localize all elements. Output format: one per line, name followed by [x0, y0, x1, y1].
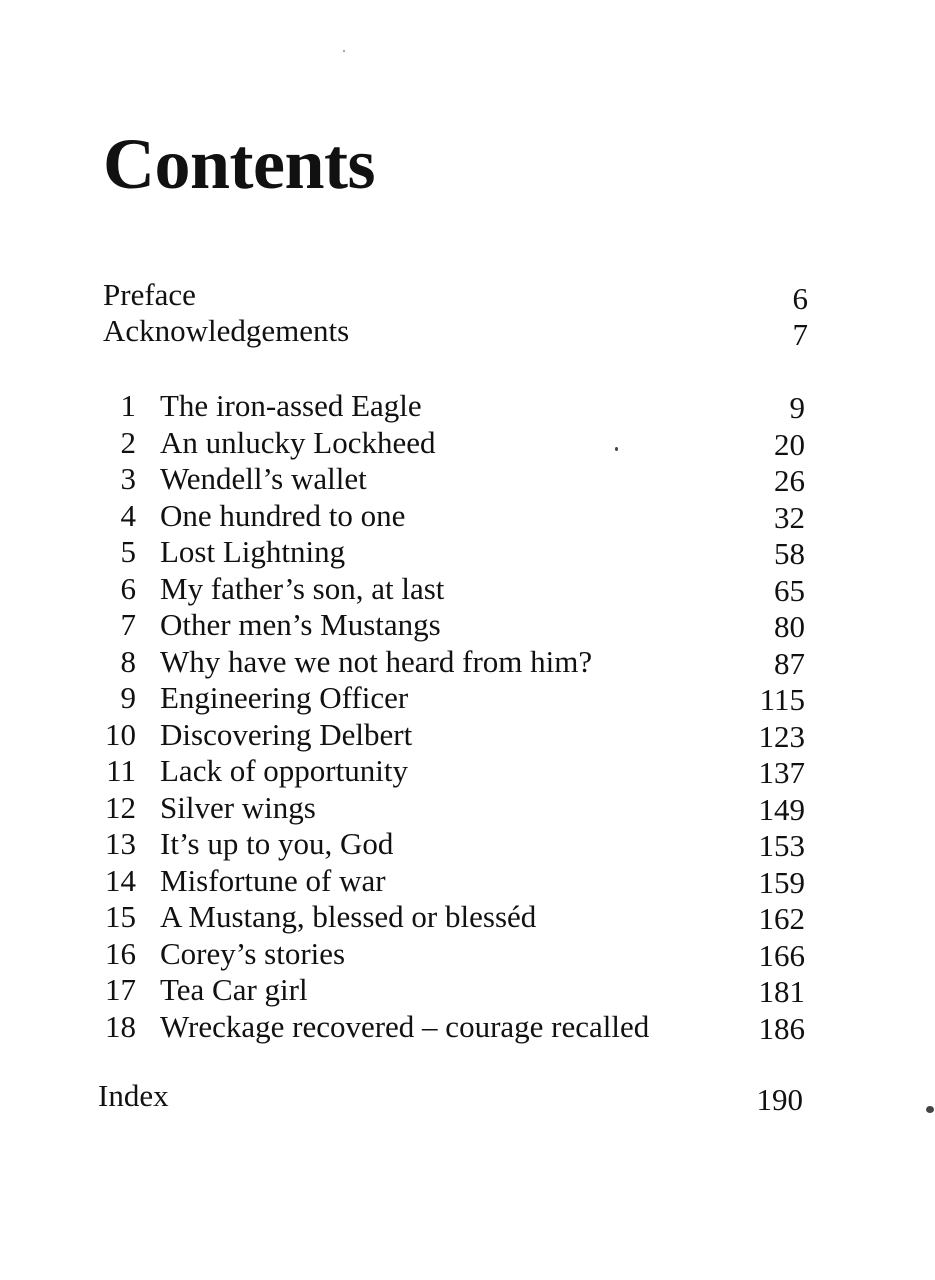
chapter-page-number: 181: [758, 974, 805, 1009]
chapter-number: 6: [120, 570, 136, 606]
ink-speck: [926, 1106, 934, 1113]
chapter-title: Lack of opportunity: [160, 753, 408, 788]
chapter-number: 4: [120, 497, 136, 533]
chapter-title: Lost Lightning: [160, 534, 346, 569]
chapter-title: Wendell’s wallet: [160, 461, 367, 496]
chapter-page-number: 115: [759, 682, 805, 717]
chapter-entry: [98, 498, 808, 535]
chapter-page-number: 149: [758, 791, 805, 827]
chapter-title: Engineering Officer: [160, 680, 409, 715]
chapter-number: 2: [120, 424, 136, 460]
chapter-entry: [98, 571, 808, 608]
chapter-entry: [98, 607, 808, 644]
chapter-entry: [98, 1009, 808, 1046]
chapter-number: 9: [120, 680, 136, 715]
back-matter-item: [98, 1078, 803, 1117]
chapter-entry: [98, 388, 808, 425]
chapter-entry: [98, 790, 808, 827]
front-matter-item: [103, 313, 808, 352]
chapter-page-number: 9: [789, 390, 805, 425]
chapter-page-number: 153: [758, 828, 805, 863]
chapter-number: 18: [105, 1008, 136, 1044]
chapter-number: 17: [105, 972, 136, 1007]
chapter-entry: [98, 936, 808, 973]
entry-page-number: 190: [756, 1082, 803, 1117]
chapter-title: Wreckage recovered – courage recalled: [160, 1008, 650, 1044]
chapter-number: 13: [105, 826, 136, 861]
chapter-number: 14: [105, 862, 136, 898]
entry-label: Index: [98, 1078, 169, 1113]
chapter-title: My father’s son, at last: [160, 570, 445, 606]
entry-page-number: 6: [792, 281, 808, 316]
chapter-page-number: 166: [758, 937, 805, 973]
chapter-entry: [98, 461, 808, 498]
chapter-title: Misfortune of war: [160, 862, 386, 898]
chapter-title: The iron-assed Eagle: [160, 388, 422, 423]
chapter-title: Why have we not heard from him?: [160, 643, 593, 679]
chapter-page-number: 186: [758, 1010, 805, 1046]
chapter-entry: [98, 753, 808, 790]
entry-page-number: 7: [792, 317, 808, 352]
chapter-title: Other men’s Mustangs: [160, 607, 441, 642]
chapter-page-number: 80: [774, 609, 805, 644]
chapter-entry: [98, 425, 808, 462]
chapter-number: 10: [105, 716, 136, 752]
chapter-title: Discovering Delbert: [160, 716, 413, 752]
ink-speck: [343, 50, 345, 52]
chapter-number: 12: [105, 789, 136, 825]
chapter-number: 16: [105, 935, 136, 971]
chapter-number: 3: [120, 461, 136, 496]
chapter-page-number: 20: [774, 426, 805, 462]
chapter-number: 5: [120, 534, 136, 569]
chapter-page-number: 26: [774, 463, 805, 498]
chapter-entry: [98, 863, 808, 900]
chapter-number: 11: [106, 753, 136, 788]
chapter-page-number: 58: [774, 536, 805, 571]
chapter-page-number: 162: [758, 901, 805, 936]
chapter-title: A Mustang, blessed or blesséd: [160, 899, 537, 934]
chapter-entry: [98, 534, 808, 571]
chapter-page-number: 87: [774, 645, 805, 681]
chapter-entry: [98, 717, 808, 754]
chapter-title: Silver wings: [160, 789, 316, 825]
chapter-page-number: 65: [774, 572, 805, 608]
chapter-entry: [98, 680, 808, 717]
chapter-entry: [98, 826, 808, 863]
chapter-number: 15: [105, 899, 136, 934]
front-matter-item: [103, 277, 808, 316]
entry-label: Preface: [103, 277, 196, 312]
chapter-entry: [98, 644, 808, 681]
chapter-page-number: 123: [758, 718, 805, 754]
chapter-number: 1: [120, 388, 136, 423]
chapter-title: Tea Car girl: [160, 972, 308, 1007]
chapter-title: An unlucky Lockheed: [160, 424, 436, 460]
page-title: Contents: [103, 124, 376, 204]
chapter-title: It’s up to you, God: [160, 826, 394, 861]
chapter-entry: [98, 972, 808, 1009]
chapter-title: One hundred to one: [160, 497, 406, 533]
chapter-page-number: 137: [758, 755, 805, 790]
entry-label: Acknowledgements: [103, 313, 350, 348]
front-matter-list: [103, 277, 808, 352]
chapter-page-number: 32: [774, 499, 805, 535]
ink-speck: [615, 447, 618, 451]
chapter-list: [98, 388, 808, 1045]
chapter-entry: [98, 899, 808, 936]
chapter-page-number: 159: [758, 864, 805, 900]
chapter-number: 7: [120, 607, 136, 642]
chapter-number: 8: [120, 643, 136, 679]
chapter-title: Corey’s stories: [160, 935, 346, 971]
